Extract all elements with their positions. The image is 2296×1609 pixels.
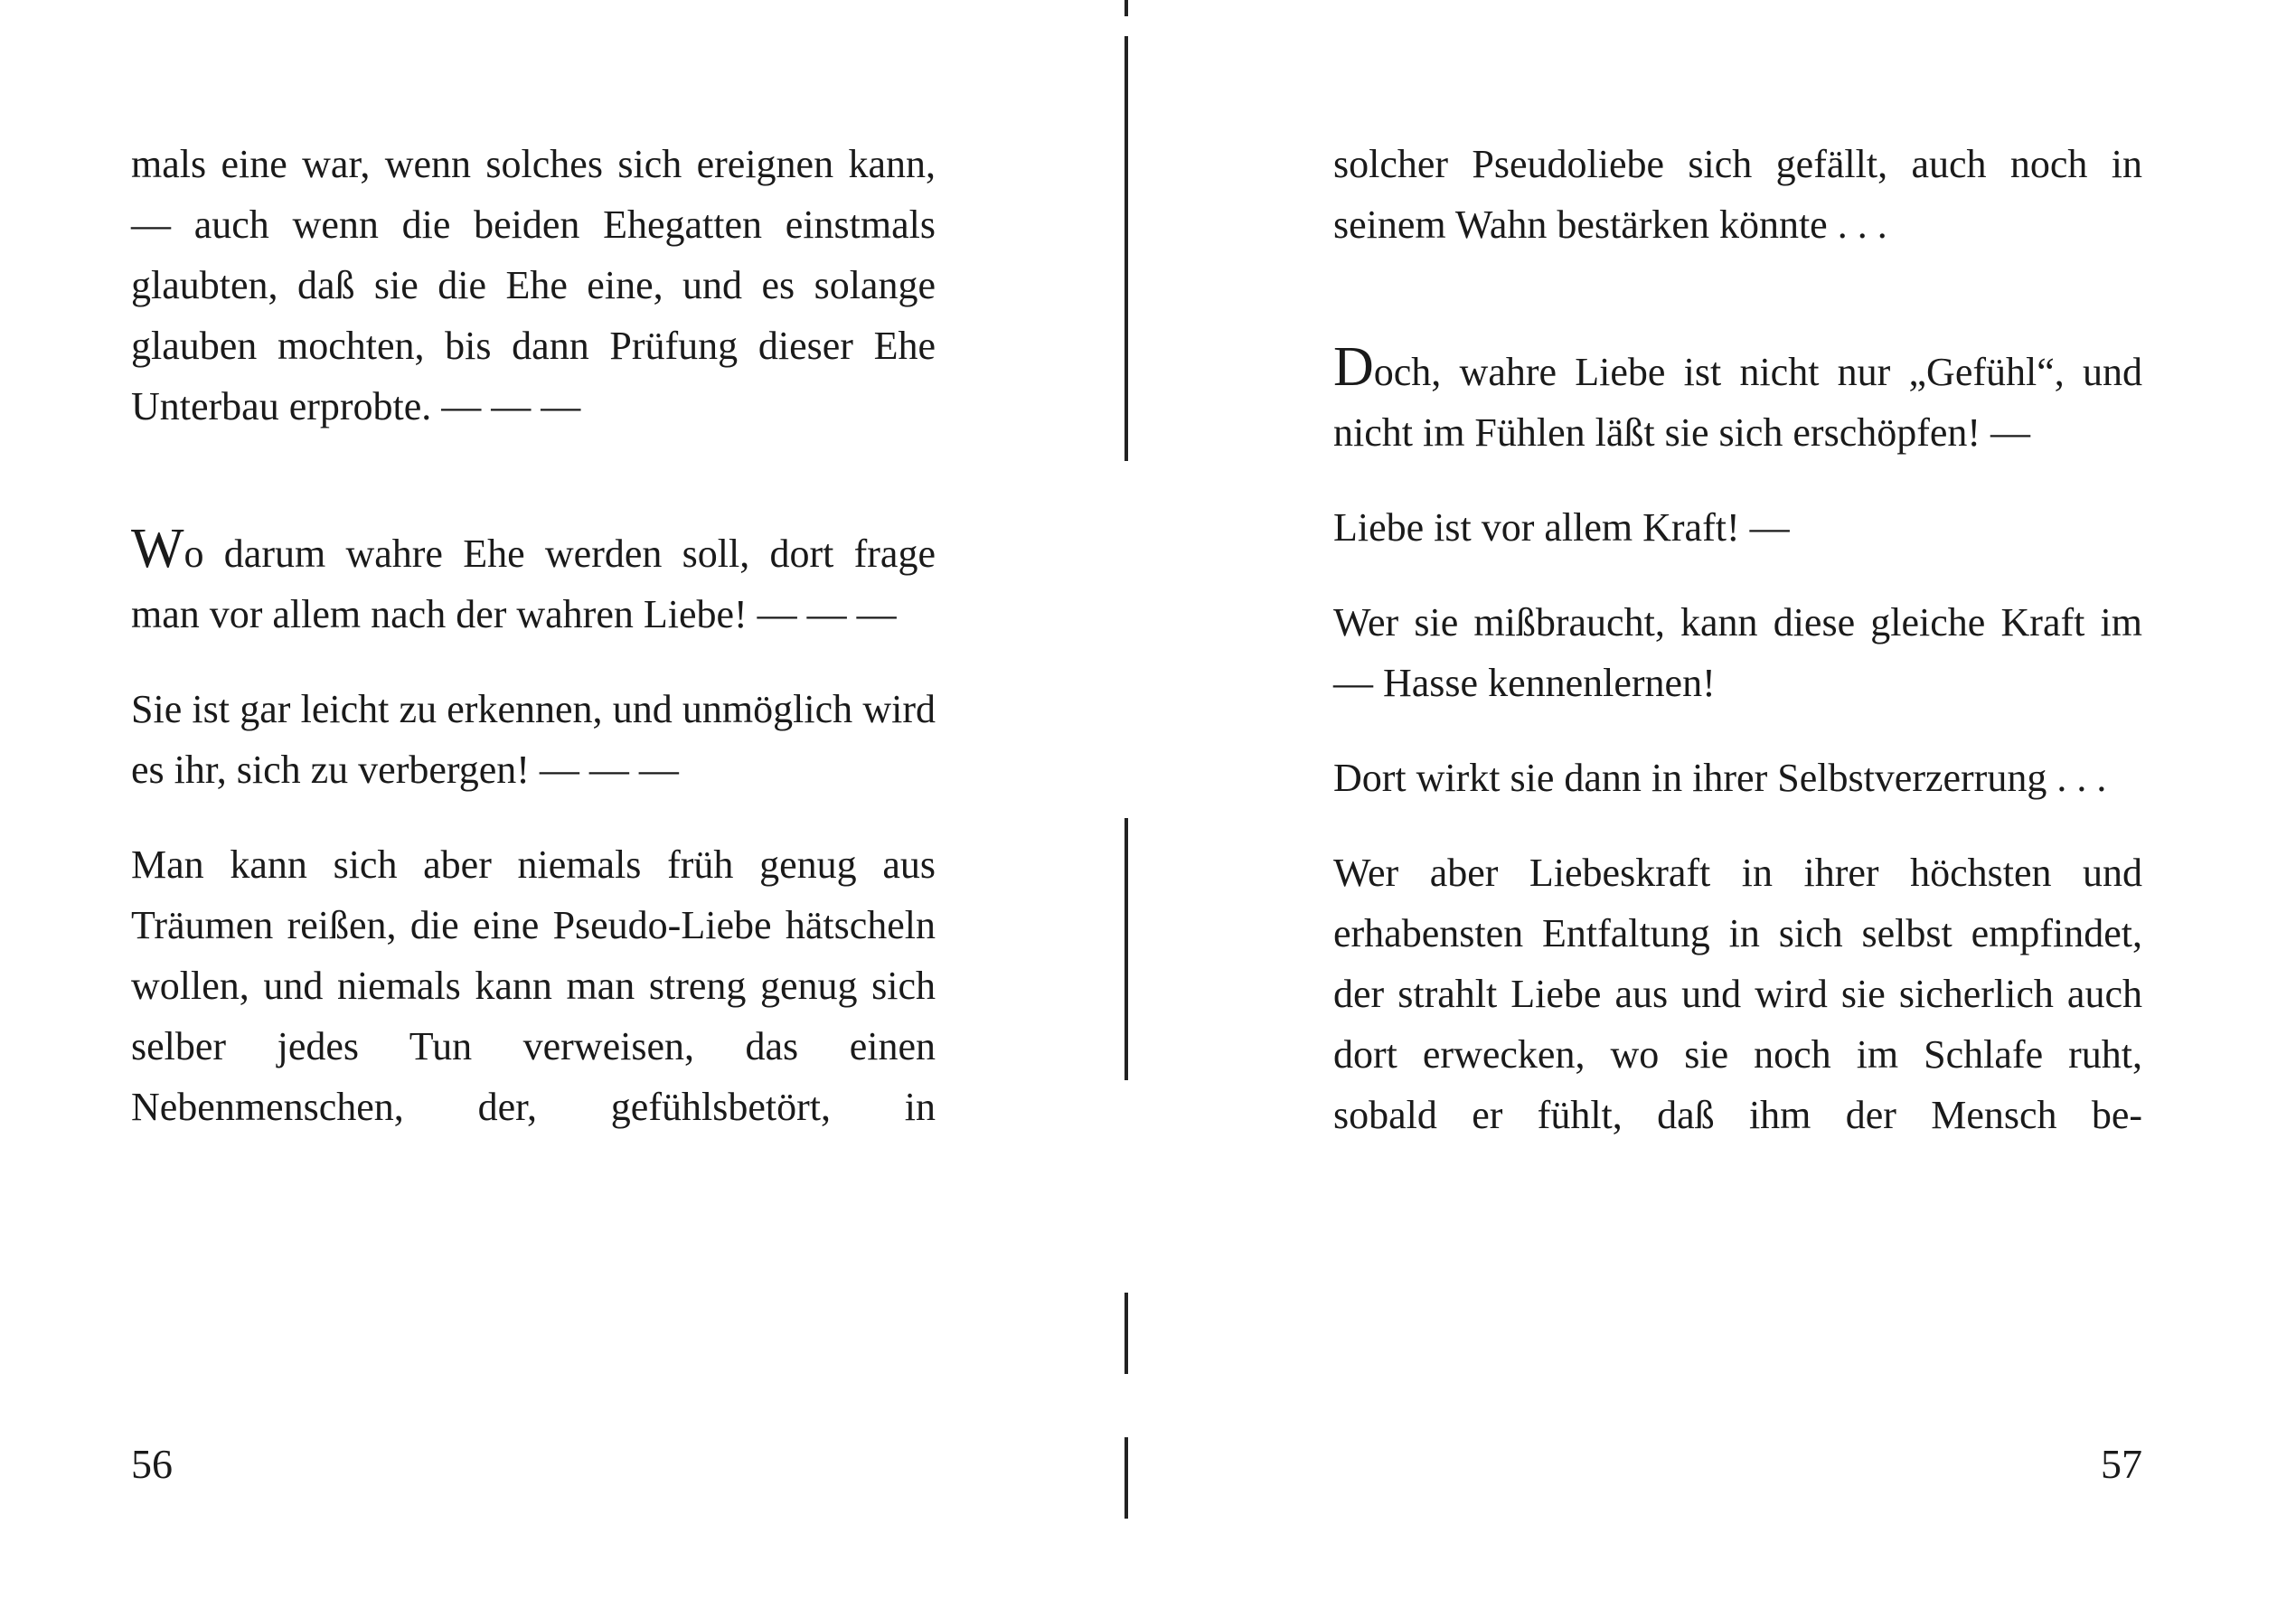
paragraph [1333,592,2142,713]
paragraph [131,518,936,645]
paragraph-text: solcher Pseudoliebe sich gefällt, auch noch in seinem Wahn bestärken könnte . . . [1333,142,2142,247]
paragraph [1333,497,2142,558]
gutter-line [1124,1293,1128,1374]
page-number: 56 [131,1441,173,1487]
gutter-line [1124,1437,1128,1519]
paragraph-text: Dort wirkt sie dann in ihrer Selbstverzerrung . . . [1333,756,2107,800]
gutter-line [1124,818,1128,1080]
gutter-line [1124,0,1128,16]
paragraph-text: Liebe ist vor allem Kraft! — [1333,505,1790,550]
paragraph-text: Wer sie mißbraucht, kann diese gleiche Kraft im — Hasse kennenlernen! [1333,600,2142,705]
left-page-text [131,134,936,1137]
paragraph-text: o darum wahre Ehe werden soll, dort frage man vor allem nach der wahren Liebe! — — — [131,532,936,636]
right-page [1130,0,2296,1609]
paragraph [131,679,936,800]
drop-cap: W [131,518,184,579]
paragraph-text: Sie ist gar leicht zu erkennen, und unmöglich wird es ihr, sich zu verbergen! — — — [131,687,936,792]
paragraph-text: och, wahre Liebe ist nicht nur „Gefühl“, und nicht im Fühlen läßt sie sich erschöpfen! — [1333,350,2142,455]
drop-cap: D [1333,336,1374,398]
gutter-line [1124,36,1128,461]
paragraph-text: mals eine war, wenn solches sich ereignen kann, — auch wenn die beiden Ehegatten einstmals glaubten, daß sie die Ehe eine, und es solange glauben mochten, bis dann Prüfung dieser Ehe Unterbau erprobte. — — — [131,142,936,428]
paragraph [1333,336,2142,463]
page-number: 57 [2101,1441,2142,1487]
paragraph [131,834,936,1137]
paragraph [1333,748,2142,808]
right-page-text [1333,134,2142,1145]
left-page [0,0,1130,1609]
paragraph-text: Wer aber Liebeskraft in ihrer höchsten und erhabensten Entfaltung in sich selbst empfindet, der strahlt Liebe aus und wird sie sicherlich auch dort erwecken, wo sie noch im Schlafe ruht, sobald er fühlt, daß ihm der Mensch be- [1333,851,2142,1137]
paragraph-text: Man kann sich aber niemals früh genug aus Träumen reißen, die eine Pseudo-Liebe hätscheln wollen, und niemals kann man streng genug sich selber jedes Tun verweisen, das einen Nebenmenschen, der, gefühlsbetört, in [131,842,936,1129]
paragraph [1333,134,2142,255]
paragraph [131,134,936,437]
paragraph [1333,842,2142,1145]
